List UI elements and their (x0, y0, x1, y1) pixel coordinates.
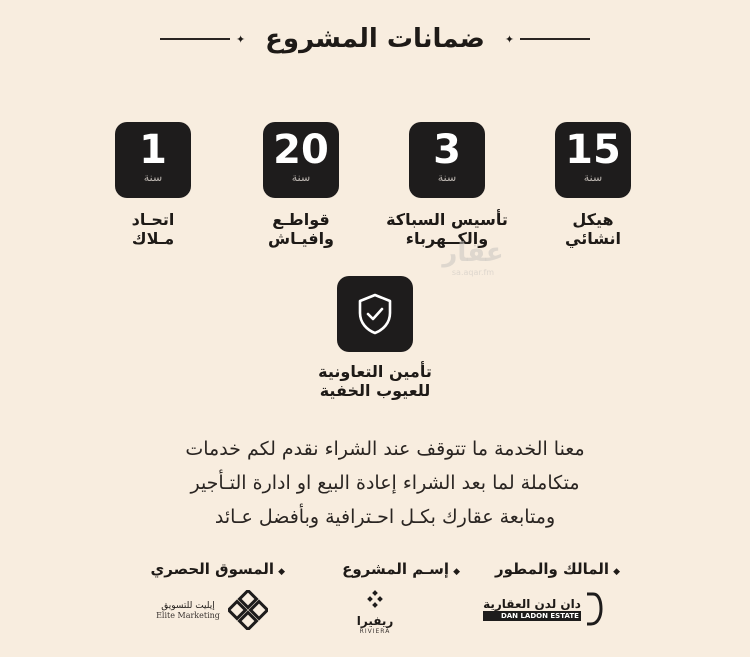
role-owner (495, 560, 620, 578)
bullet-icon: ◆ (613, 567, 620, 577)
guarantee-unit: سنة (143, 171, 163, 184)
marketer-logo-name: إيليت للتسويق (161, 600, 215, 611)
description-line: معنا الخدمة ما تتوقف عند الشراء نقدم لكم خدمات (185, 438, 585, 460)
marketer-logo-en: Elite Marketing (156, 610, 220, 620)
project-logo-en: RIVIERA (359, 628, 391, 635)
guarantee-tile (555, 122, 631, 198)
diamond-icon: ✦ (235, 32, 246, 46)
guarantee-label-line: انشائي (565, 229, 621, 248)
owner-logo-en: DAN LADON ESTATE (483, 611, 581, 621)
guarantee-label-line: اتحـاد (131, 210, 175, 229)
shield-check-icon (355, 292, 395, 336)
role-marketer (151, 560, 286, 578)
watermark-subtext: sa.aqar.fm (451, 268, 495, 277)
project-logo (338, 590, 412, 635)
guarantee-label-line: مـلاك (131, 229, 175, 248)
header-divider-left (160, 38, 230, 40)
description-line: متكاملة لما بعد الشراء إعادة البيع او ادارة التـأجير (190, 472, 580, 494)
role-marketer-label: المسوق الحصري (150, 560, 275, 578)
section-header (0, 18, 750, 60)
insurance-label (300, 362, 450, 400)
guarantee-years: 3 (433, 127, 461, 173)
guarantee-cards (0, 122, 750, 262)
guarantee-tile (409, 122, 485, 198)
guarantee-label (226, 210, 376, 248)
diamond-icon: ✦ (504, 32, 515, 46)
guarantee-label-line: هيكل (572, 210, 614, 229)
project-logo-name: ريفيرا (356, 614, 394, 628)
role-project (342, 560, 460, 578)
watermark (408, 238, 538, 277)
page-title: ضمانات المشروع (265, 24, 485, 54)
guarantee-unit: سنة (583, 171, 603, 184)
description-line: ومتابعة عقارك بكـل احـترافية وبأفضل عـائد (214, 506, 556, 528)
guarantee-card-owners-union (78, 122, 228, 248)
riviera-logo-icon (362, 590, 388, 610)
guarantee-years: 15 (565, 127, 621, 173)
guarantee-label (518, 210, 668, 248)
bullet-icon: ◆ (278, 567, 285, 577)
guarantee-years: 1 (139, 127, 167, 173)
insurance-card (300, 276, 450, 400)
project-roles (0, 560, 750, 584)
owner-logo-name: دان لدن العقارية (483, 597, 581, 611)
guarantee-tile (115, 122, 191, 198)
guarantee-unit: سنة (437, 171, 457, 184)
services-description (140, 432, 630, 534)
insurance-tile (337, 276, 413, 352)
guarantee-label-line: قواطـع (272, 210, 330, 229)
watermark-text: عقار (442, 238, 504, 268)
role-project-label: إسـم المشروع (342, 560, 450, 578)
dan-ladon-logo-icon (585, 592, 603, 626)
header-divider-right (520, 38, 590, 40)
guarantee-card-plumbing (372, 122, 522, 248)
insurance-label-line: تأمين التعاونية (318, 362, 432, 381)
marketer-logo (142, 590, 282, 630)
guarantee-label (78, 210, 228, 248)
guarantee-label-line: والكــهرباء (405, 229, 489, 248)
guarantee-years: 20 (273, 127, 329, 173)
guarantee-unit: سنة (291, 171, 311, 184)
guarantee-label-line: وافيـاش (268, 229, 334, 248)
guarantee-card-switches (226, 122, 376, 248)
owner-logo (478, 592, 608, 626)
guarantee-label-line: تأسيس السباكة (386, 210, 508, 229)
insurance-label-line: للعيوب الخفية (319, 381, 431, 400)
guarantee-card-structure (518, 122, 668, 248)
role-owner-label: المالك والمطور (494, 560, 610, 578)
bullet-icon: ◆ (453, 567, 460, 577)
guarantee-tile (263, 122, 339, 198)
elite-marketing-logo-icon (228, 590, 268, 630)
